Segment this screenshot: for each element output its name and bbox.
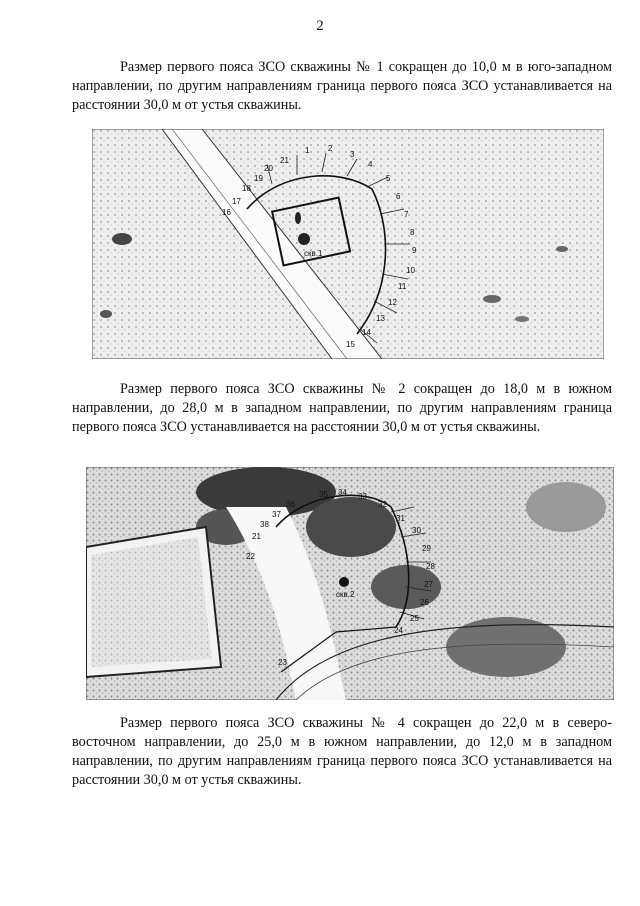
map2-point: 21 — [252, 532, 261, 541]
map2-point: 33 — [358, 492, 367, 501]
map2-point: 25 — [410, 614, 419, 623]
map1-point: 20 — [264, 164, 273, 173]
paragraph-well-1: Размер первого пояса ЗСО скважины № 1 сокращен до 10,0 м в юго-западном направлении, по другим направлениям граница первого пояса ЗСО устанавливается на расстоянии 30,0 м от устья скважины. — [72, 59, 612, 113]
map2-point: 27 — [424, 580, 433, 589]
map2-point: 38 — [260, 520, 269, 529]
map2-point: 34 — [338, 488, 347, 497]
map1-point: 2 — [328, 144, 333, 153]
map2-point: 37 — [272, 510, 281, 519]
map-well-2-drawing — [86, 467, 614, 700]
map2-point: 22 — [246, 552, 255, 561]
map1-point: 3 — [350, 150, 355, 159]
paragraph-well-4: Размер первого пояса ЗСО скважины № 4 сокращен до 22,0 м в северо-восточном направлении, до 25,0 м в южном направлении, до 12,0 м в западном направлении, по другим направлениям граница первого пояса ЗСО устанавливается на расстоянии 30,0 м от устья скважины. — [72, 715, 612, 788]
map1-point: 11 — [398, 282, 407, 291]
map2-point: 36 — [286, 500, 295, 509]
map1-point: 19 — [254, 174, 263, 183]
map1-point: 13 — [376, 314, 385, 323]
map2-point: 24 — [394, 626, 403, 635]
well-2-label: скв.2 — [336, 590, 355, 599]
map-well-1 — [92, 129, 604, 359]
map1-point: 6 — [396, 192, 401, 201]
map2-point: 29 — [422, 544, 431, 553]
map1-point: 15 — [346, 340, 355, 349]
map1-point: 12 — [388, 298, 397, 307]
map2-point: 26 — [420, 598, 429, 607]
map1-point: 5 — [386, 174, 391, 183]
map2-point: 30 — [412, 526, 421, 535]
map1-point: 4 — [368, 160, 373, 169]
page-number: 2 — [316, 18, 324, 34]
map1-point: 8 — [410, 228, 415, 237]
well-2-marker — [339, 577, 349, 587]
well-1-marker — [298, 233, 310, 245]
map1-point: 16 — [222, 208, 231, 217]
map1-point: 21 — [280, 156, 289, 165]
map2-point: 32 — [378, 500, 387, 509]
map-well-1-drawing — [92, 129, 604, 359]
map-well-2 — [86, 467, 614, 700]
map1-point: 14 — [362, 328, 371, 337]
map1-point: 18 — [242, 184, 251, 193]
map2-point: 31 — [396, 514, 405, 523]
map2-point: 28 — [426, 562, 435, 571]
paragraph-well-2: Размер первого пояса ЗСО скважины № 2 сокращен до 18,0 м в южном направлении, до 28,0 м в западном направлении, по другим направлениям граница первого пояса ЗСО устанавливается на расстоянии 30,0 м от устья скважины. — [72, 381, 612, 435]
map1-point: 17 — [232, 197, 241, 206]
map1-point: 10 — [406, 266, 415, 275]
map1-point: 9 — [412, 246, 417, 255]
map2-point: 35 — [319, 490, 328, 499]
map2-point: 23 — [278, 658, 287, 667]
map1-point: 1 — [305, 146, 310, 155]
well-1-label: скв.1 — [304, 249, 323, 258]
map1-point: 7 — [404, 210, 409, 219]
